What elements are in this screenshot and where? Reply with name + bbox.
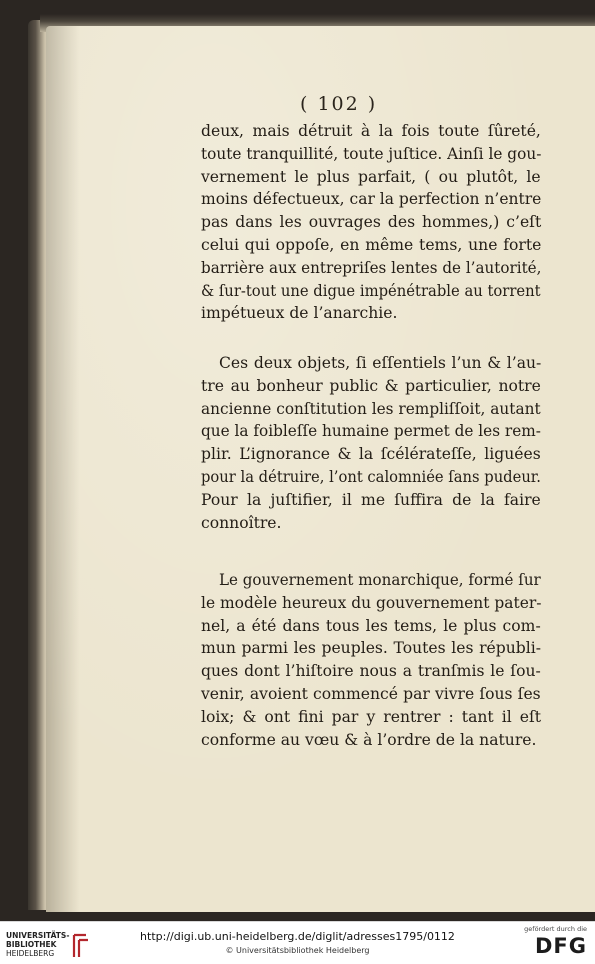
- viewer-footer: [0, 921, 595, 964]
- permalink-url[interactable]: http://digi.ub.uni-heidelberg.de/diglit/adresses1795/0112: [140, 930, 455, 943]
- dfg-funder-logo[interactable]: [523, 925, 587, 961]
- text-line: loix; & ont fini par y rentrer : tant il eſt: [201, 707, 542, 726]
- text-line: que la foibleſſe humaine permet de les rem-: [201, 422, 541, 441]
- text-line: venir, avoient commencé par vivre ſous ſes: [201, 685, 541, 703]
- text-line: tre au bonheur public & particulier, notre: [201, 376, 541, 395]
- text-line: moins défectueux, car la perfection n’entre: [201, 190, 542, 209]
- text-line: connoître.: [201, 513, 282, 532]
- library-logo-line: UNIVERSITÄTS-: [6, 931, 70, 940]
- text-line: deux, mais détruit à la fois toute ſûreté,: [201, 122, 541, 140]
- text-line: mun parmi les peuples. Toutes les républi-: [201, 639, 542, 658]
- library-logo-line: BIBLIOTHEK: [6, 940, 57, 949]
- text-line: & ſur-tout une digue impénétrable au torrent: [201, 281, 541, 300]
- text-line: pour la détruire, l’ont calomniée ſans pudeur.: [201, 468, 541, 486]
- text-line: barrière aux entrepriſes lentes de l’autorité,: [201, 258, 542, 277]
- page-number: ( 102 ): [300, 93, 378, 115]
- text-line: le modèle heureux du gouvernement pater-: [201, 593, 542, 612]
- text-line: vernement le plus parfait, ( ou plutôt, le: [201, 167, 541, 186]
- text-line: Ces deux objets, ſi eſſentiels l’un & l’au-: [219, 354, 542, 372]
- text-line: conforme au vœu & à l’ordre de la nature.: [201, 730, 537, 749]
- text-line: pas dans les ouvrages des hommes,) c’eſt: [201, 213, 542, 232]
- copyright-notice: © Universitätsbibliothek Heidelberg: [225, 946, 370, 955]
- text-line: celui qui oppoſe, en même tems, une forte: [201, 236, 542, 254]
- text-line: nel, a été dans tous les tems, le plus com-: [201, 616, 541, 635]
- library-logo-line: HEIDELBERG: [6, 949, 55, 958]
- text-line: ques dont l’hiſtoire nous a tranſmis le ſou-: [201, 662, 541, 681]
- text-line: ancienne conſtitution les rempliſſoit, autant: [201, 399, 541, 418]
- text-line: Le gouvernement monarchique, formé ſur: [219, 571, 541, 589]
- funder-caption: gefördert durch die: [524, 925, 587, 933]
- text-line: Pour la juſtifier, il me ſuffira de la faire: [201, 490, 541, 509]
- dfg-logo-icon: DFG: [534, 934, 587, 958]
- text-line: impétueux de l’anarchie.: [201, 304, 398, 323]
- text-line: toute tranquillité, toute juſtice. Ainſi le gou-: [201, 144, 542, 163]
- text-line: plir. L’ignorance & la ſcélérateſſe, liguées: [201, 445, 541, 464]
